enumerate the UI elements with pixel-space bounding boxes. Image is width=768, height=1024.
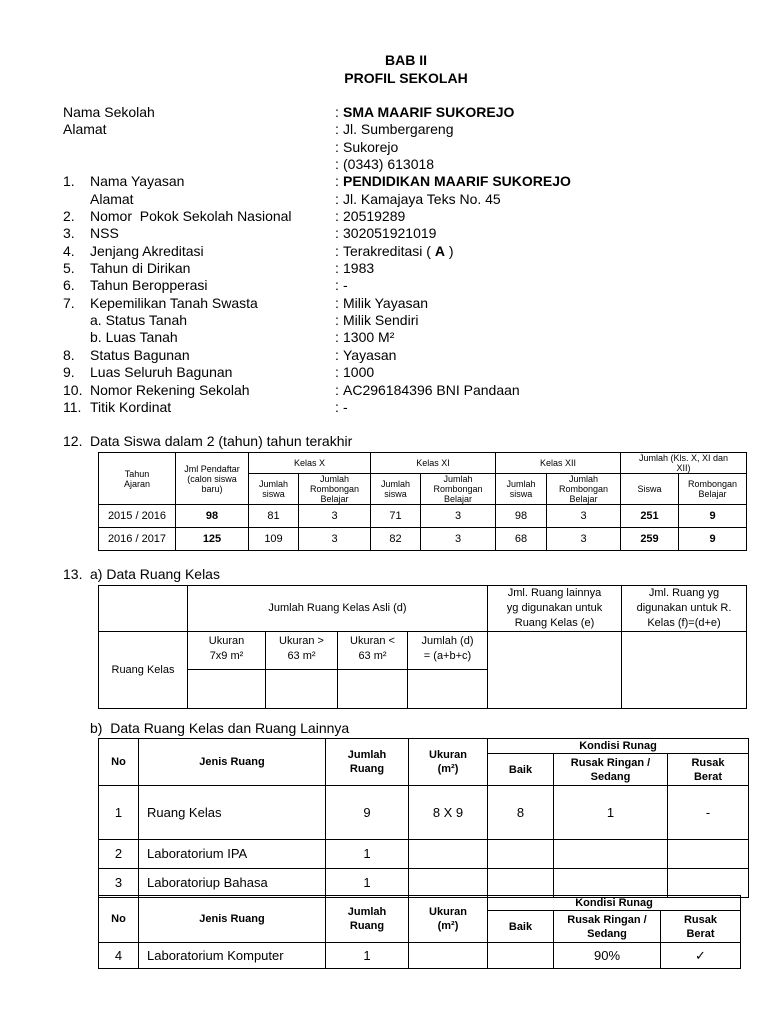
cell-x-rombel: 3 bbox=[299, 505, 371, 528]
cell-pendaftar: 98 bbox=[176, 505, 249, 528]
section-13-number: 13. bbox=[63, 566, 83, 582]
field-value: PENDIDIKAN MAARIF SUKOREJO bbox=[343, 173, 571, 190]
field-value: 1300 M² bbox=[343, 329, 395, 346]
header-baik: Baik bbox=[488, 911, 554, 943]
table-header-row bbox=[99, 453, 747, 474]
cell-jumlah-ruang: 1 bbox=[326, 840, 409, 869]
header-total-siswa: Siswa bbox=[621, 474, 679, 505]
field-value: Jl. Kamajaya Teks No. 45 bbox=[343, 190, 501, 207]
cell-jumlah-d bbox=[408, 670, 488, 709]
header-x-jumlah-siswa: Jumlah siswa bbox=[249, 474, 299, 505]
classroom-table bbox=[98, 585, 747, 709]
colon: : bbox=[335, 312, 339, 329]
cell-rusak-ringan: 90% bbox=[554, 943, 661, 969]
cell-rusak-berat: - bbox=[668, 786, 749, 840]
header-jumlah-asli: Jumlah Ruang Kelas Asli (d) bbox=[188, 586, 488, 632]
cell-rusak-berat bbox=[661, 943, 741, 969]
section-b-heading: b) Data Ruang Kelas dan Ruang Lainnya bbox=[90, 720, 350, 736]
item-number: 11. bbox=[63, 398, 82, 415]
field-value: 1983 bbox=[343, 260, 375, 277]
header-jml-pendaftar: Jml Pendaftar (calon siswa baru) bbox=[176, 453, 249, 505]
profile-row-luas-tanah bbox=[63, 329, 749, 346]
header-rusak-berat: Rusak Berat bbox=[661, 911, 741, 943]
header-kondisi: Kondisi Runag bbox=[488, 739, 749, 754]
cell-total-rombel: 9 bbox=[679, 505, 747, 528]
header-jumlah-d: Jumlah (d) = (a+b+c) bbox=[408, 632, 488, 670]
cell-jumlah-ruang: 1 bbox=[326, 869, 409, 898]
field-label: Tahun Beropperasi bbox=[90, 277, 208, 294]
colon: : bbox=[335, 104, 339, 120]
cell-jenis-ruang: Ruang Kelas bbox=[139, 786, 326, 840]
cell-xi-rombel: 3 bbox=[421, 505, 496, 528]
table-header-row bbox=[99, 586, 747, 632]
item-number: 4. bbox=[63, 242, 75, 259]
profile-row-kepemilikan-tanah bbox=[63, 295, 749, 312]
item-number: 3. bbox=[63, 225, 75, 242]
header-no: No bbox=[99, 739, 139, 786]
profile-row-nama-yayasan bbox=[63, 173, 749, 190]
table-row bbox=[99, 869, 749, 898]
cell-xii-rombel: 3 bbox=[547, 505, 621, 528]
header-kelas-xi: Kelas XI bbox=[371, 453, 496, 474]
cell-baik bbox=[488, 840, 554, 869]
field-value: Milik Sendiri bbox=[343, 312, 419, 329]
cell-ukuran bbox=[409, 840, 488, 869]
header-xii-jumlah-rombel: Jumlah Rombongan Belajar bbox=[547, 474, 621, 505]
item-number: 5. bbox=[63, 260, 75, 277]
field-value: AC296184396 BNI Pandaan bbox=[343, 381, 520, 398]
colon: : bbox=[335, 398, 339, 415]
profile-row-luas-bangunan bbox=[63, 364, 749, 381]
header-kelas-xii: Kelas XII bbox=[496, 453, 621, 474]
header-jumlah-ruang: Jumlah Ruang bbox=[326, 739, 409, 786]
header-kondisi: Kondisi Runag bbox=[488, 896, 741, 911]
item-number: 7. bbox=[63, 294, 75, 311]
field-label: Kepemilikan Tanah Swasta bbox=[90, 294, 258, 311]
colon: : bbox=[335, 190, 339, 207]
field-value: Yayasan bbox=[343, 346, 397, 363]
table-row bbox=[99, 840, 749, 869]
field-label: Nama Sekolah bbox=[63, 104, 155, 120]
header-rusak-ringan: Rusak Ringan / Sedang bbox=[554, 911, 661, 943]
cell-total-siswa: 259 bbox=[621, 528, 679, 551]
cell-x-rombel: 3 bbox=[299, 528, 371, 551]
field-value: - bbox=[343, 277, 348, 294]
cell-xi-siswa: 71 bbox=[371, 505, 421, 528]
colon: : bbox=[335, 138, 339, 155]
chapter-number: BAB II bbox=[385, 52, 427, 68]
cell-x-siswa: 109 bbox=[249, 528, 299, 551]
field-label: Alamat bbox=[63, 121, 107, 138]
colon: : bbox=[335, 260, 339, 277]
field-label: Status Bagunan bbox=[90, 346, 190, 363]
item-number: 9. bbox=[63, 364, 75, 381]
colon: : bbox=[335, 208, 339, 225]
table-header-row bbox=[99, 896, 741, 911]
cell-ukuran-7x9 bbox=[188, 670, 266, 709]
section-12-number: 12. bbox=[63, 433, 83, 449]
header-kelas-x: Kelas X bbox=[249, 453, 371, 474]
profile-row-nss bbox=[63, 225, 749, 242]
field-value: Sukorejo bbox=[343, 138, 399, 155]
cell-tahun: 2016 / 2017 bbox=[99, 528, 176, 551]
cell-rusak-berat bbox=[668, 840, 749, 869]
field-label: Alamat bbox=[90, 190, 134, 207]
colon: : bbox=[335, 225, 339, 242]
colon: : bbox=[335, 329, 339, 346]
cell-xii-siswa: 68 bbox=[496, 528, 547, 551]
cell-no: 4 bbox=[99, 943, 139, 969]
header-jumlah-total: Jumlah (Kls. X, XI dan XII) bbox=[621, 453, 747, 474]
field-value: - bbox=[343, 398, 348, 415]
field-value: Jl. Sumbergareng bbox=[343, 121, 454, 138]
header-rusak-ringan: Rusak Ringan / Sedang bbox=[554, 754, 668, 786]
profile-row-alamat bbox=[63, 121, 749, 138]
cell-baik bbox=[488, 943, 554, 969]
chapter-heading: PROFIL SEKOLAH bbox=[344, 70, 468, 86]
cell-rusak-ringan bbox=[554, 869, 668, 898]
field-value bbox=[343, 243, 454, 260]
field-value: SMA MAARIF SUKOREJO bbox=[343, 104, 515, 120]
field-label: a. Status Tanah bbox=[90, 312, 188, 329]
profile-row-nama-sekolah bbox=[63, 104, 749, 121]
cell-pendaftar: 125 bbox=[176, 528, 249, 551]
blank-cell bbox=[99, 586, 188, 632]
cell-xii-siswa: 98 bbox=[496, 505, 547, 528]
item-number: 1. bbox=[63, 173, 75, 190]
profile-row-tahun-beroperasi bbox=[63, 277, 749, 294]
field-label: Jenjang Akreditasi bbox=[90, 242, 204, 259]
header-no: No bbox=[99, 896, 139, 943]
field-label: NSS bbox=[90, 225, 119, 242]
cell-ukuran-lebih bbox=[266, 670, 338, 709]
profile-row-alamat-yayasan bbox=[63, 191, 749, 208]
cell-xi-rombel: 3 bbox=[421, 528, 496, 551]
cell-xii-rombel: 3 bbox=[547, 528, 621, 551]
field-label: Tahun di Dirikan bbox=[90, 260, 191, 277]
header-xi-jumlah-siswa: Jumlah siswa bbox=[371, 474, 421, 505]
field-value: 1000 bbox=[343, 364, 375, 381]
header-ruang-digunakan: Jml. Ruang yg digunakan untuk R. Kelas (f)=(d+e) bbox=[622, 586, 747, 632]
cell-rusak-ringan: 1 bbox=[554, 786, 668, 840]
field-value: 302051921019 bbox=[343, 225, 437, 242]
school-profile-list bbox=[63, 104, 749, 418]
header-jenis-ruang: Jenis Ruang bbox=[139, 739, 326, 786]
colon: : bbox=[335, 346, 339, 363]
header-tahun-ajaran: Tahun Ajaran bbox=[99, 453, 176, 505]
akreditasi-prefix: Terakreditasi ( bbox=[343, 242, 435, 259]
table-row bbox=[99, 943, 741, 969]
akreditasi-grade: A bbox=[434, 242, 445, 259]
field-label: b. Luas Tanah bbox=[90, 329, 178, 346]
cell-ruang-digunakan bbox=[622, 632, 747, 709]
header-ukuran-kurang: Ukuran < 63 m² bbox=[338, 632, 408, 670]
section-12-heading: Data Siswa dalam 2 (tahun) tahun terakhir bbox=[90, 433, 353, 449]
header-ukuran-7x9: Ukuran 7x9 m² bbox=[188, 632, 266, 670]
cell-ukuran-kurang bbox=[338, 670, 408, 709]
colon: : bbox=[335, 121, 339, 138]
table-row bbox=[99, 528, 747, 551]
item-number: 10. bbox=[63, 381, 83, 398]
header-ukuran: Ukuran (m²) bbox=[409, 739, 488, 786]
cell-tahun: 2015 / 2016 bbox=[99, 505, 176, 528]
cell-ukuran bbox=[409, 869, 488, 898]
colon: : bbox=[335, 156, 339, 173]
profile-row-alamat-kota bbox=[63, 139, 749, 156]
cell-total-siswa: 251 bbox=[621, 505, 679, 528]
cell-no: 2 bbox=[99, 840, 139, 869]
colon: : bbox=[335, 381, 339, 398]
cell-jumlah-ruang: 9 bbox=[326, 786, 409, 840]
table-row bbox=[99, 505, 747, 528]
cell-baik: 8 bbox=[488, 786, 554, 840]
header-ruang-lainnya: Jml. Ruang lainnya yg digunakan untuk Ruang Kelas (e) bbox=[488, 586, 622, 632]
header-baik: Baik bbox=[488, 754, 554, 786]
cell-jumlah-ruang: 1 bbox=[326, 943, 409, 969]
cell-baik bbox=[488, 869, 554, 898]
check-icon: ✓ bbox=[695, 947, 706, 963]
field-label: Luas Seluruh Bagunan bbox=[90, 364, 233, 381]
cell-total-rombel: 9 bbox=[679, 528, 747, 551]
student-data-table bbox=[98, 452, 747, 551]
header-xi-jumlah-rombel: Jumlah Rombongan Belajar bbox=[421, 474, 496, 505]
field-value: 20519289 bbox=[343, 208, 406, 225]
field-label: Nomor Rekening Sekolah bbox=[90, 381, 250, 398]
colon: : bbox=[335, 294, 339, 311]
header-jumlah-ruang: Jumlah Ruang bbox=[326, 896, 409, 943]
table-row bbox=[99, 786, 749, 840]
colon: : bbox=[335, 277, 339, 294]
cell-ruang-lainnya bbox=[488, 632, 622, 709]
rooms-table bbox=[98, 738, 749, 898]
cell-xi-siswa: 82 bbox=[371, 528, 421, 551]
item-number: 2. bbox=[63, 208, 75, 225]
cell-jenis-ruang: Laboratorium IPA bbox=[139, 840, 326, 869]
cell-ukuran bbox=[409, 943, 488, 969]
cell-rusak-berat bbox=[668, 869, 749, 898]
item-number: 8. bbox=[63, 346, 75, 363]
header-jenis-ruang: Jenis Ruang bbox=[139, 896, 326, 943]
colon: : bbox=[335, 364, 339, 381]
profile-row-status-tanah bbox=[63, 312, 749, 329]
field-label: Nomor Pokok Sekolah Nasional bbox=[90, 208, 292, 225]
akreditasi-suffix: ) bbox=[444, 242, 454, 259]
profile-row-npsn bbox=[63, 208, 749, 225]
table-header-row bbox=[99, 739, 749, 754]
chapter-title bbox=[63, 51, 749, 87]
section-13-heading: a) Data Ruang Kelas bbox=[90, 566, 220, 582]
field-value: (0343) 613018 bbox=[343, 156, 435, 173]
profile-row-tahun-didirikan bbox=[63, 260, 749, 277]
cell-jenis-ruang: Laboratorium Komputer bbox=[139, 943, 326, 969]
header-x-jumlah-rombel: Jumlah Rombongan Belajar bbox=[299, 474, 371, 505]
header-xii-jumlah-siswa: Jumlah siswa bbox=[496, 474, 547, 505]
field-label: Nama Yayasan bbox=[90, 173, 185, 190]
field-label: Titik Kordinat bbox=[90, 398, 172, 415]
table-subheader-row bbox=[99, 632, 747, 670]
rooms-table-continued bbox=[98, 895, 741, 969]
field-value: Milik Yayasan bbox=[343, 294, 429, 311]
row-label-ruang-kelas: Ruang Kelas bbox=[99, 632, 188, 709]
header-rusak-berat: Rusak Berat bbox=[668, 754, 749, 786]
header-total-rombel: Rombongan Belajar bbox=[679, 474, 747, 505]
cell-ukuran: 8 X 9 bbox=[409, 786, 488, 840]
colon: : bbox=[335, 242, 339, 259]
item-number: 6. bbox=[63, 277, 75, 294]
cell-rusak-ringan bbox=[554, 840, 668, 869]
cell-jenis-ruang: Laboratoriup Bahasa bbox=[139, 869, 326, 898]
profile-row-telepon bbox=[63, 156, 749, 173]
profile-row-akreditasi bbox=[63, 243, 749, 260]
cell-no: 1 bbox=[99, 786, 139, 840]
header-ukuran-lebih: Ukuran > 63 m² bbox=[266, 632, 338, 670]
colon: : bbox=[335, 173, 339, 190]
cell-x-siswa: 81 bbox=[249, 505, 299, 528]
profile-row-status-bangunan bbox=[63, 347, 749, 364]
cell-no: 3 bbox=[99, 869, 139, 898]
profile-row-titik-koordinat bbox=[63, 399, 749, 416]
profile-row-rekening bbox=[63, 382, 749, 399]
header-ukuran: Ukuran (m²) bbox=[409, 896, 488, 943]
